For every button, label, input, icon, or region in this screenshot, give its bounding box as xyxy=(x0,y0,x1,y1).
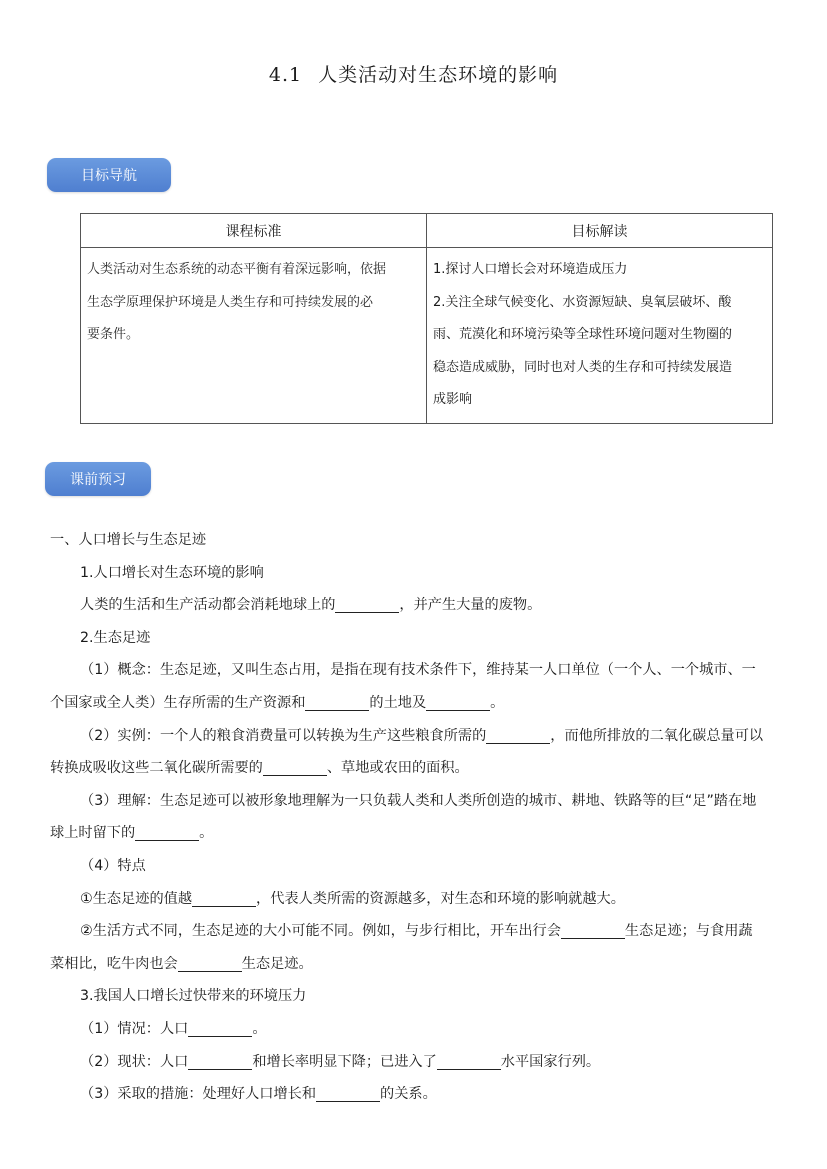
preview-content xyxy=(50,524,778,1111)
text: 球上时留下的 xyxy=(50,825,136,842)
fill-blank[interactable] xyxy=(426,692,490,711)
fill-blank[interactable] xyxy=(316,1083,380,1102)
standard-line: 生态学原理保护环境是人类生存和可持续发展的必 xyxy=(87,294,374,310)
text: 水平国家行列。 xyxy=(500,1053,601,1070)
text: （2）实例：一个人的粮食消费量可以转换为生产这些粮食所需的 xyxy=(80,727,487,744)
text: 个国家或全人类）生存所需的生产资源和 xyxy=(50,694,306,711)
fill-blank[interactable] xyxy=(263,757,327,776)
text: ①生态足迹的值越 xyxy=(80,890,193,907)
fill-blank[interactable] xyxy=(561,920,625,939)
paragraph xyxy=(50,589,778,622)
section-number: 4.1 xyxy=(268,64,303,86)
text: （2）现状：人口 xyxy=(80,1053,189,1070)
fill-blank[interactable] xyxy=(437,1051,501,1070)
text: 的土地及 xyxy=(369,694,427,711)
paragraph xyxy=(50,883,778,916)
goal-line: 2.关注全球气候变化、水资源短缺、臭氧层破坏、酸 xyxy=(433,294,732,310)
text: （1）情况：人口 xyxy=(80,1020,189,1037)
subsection-title: 3.我国人口增长过快带来的环境压力 xyxy=(80,988,307,1005)
title-text: 人类活动对生态环境的影响 xyxy=(318,64,559,86)
text: ，代表人类所需的资源越多，对生态和环境的影响就越大。 xyxy=(256,890,625,907)
fill-blank[interactable] xyxy=(486,725,550,744)
text: 的关系。 xyxy=(380,1086,437,1103)
goal-line: 成影响 xyxy=(433,392,473,407)
goal-cell xyxy=(427,248,773,424)
paragraph xyxy=(50,752,778,785)
goal-line: 雨、荒漠化和环境污染等全球性环境问题对生物圈的 xyxy=(433,327,733,342)
paragraph xyxy=(50,948,778,981)
preview-label: 课前预习 xyxy=(45,462,151,496)
paragraph xyxy=(50,1046,778,1079)
text: 生态足迹。 xyxy=(241,955,313,972)
paragraph xyxy=(50,720,778,753)
text: ②生活方式不同，生态足迹的大小可能不同。例如，与步行相比，开车出行会 xyxy=(80,923,561,940)
text: 和增长率明显下降；已进入了 xyxy=(252,1053,437,1070)
section-heading: 一、人口增长与生态足迹 xyxy=(50,532,207,548)
text: （3）采取的措施：处理好人口增长和 xyxy=(80,1086,317,1103)
paragraph xyxy=(50,817,778,850)
fill-blank[interactable] xyxy=(178,953,242,972)
paragraph xyxy=(50,915,778,948)
page-title xyxy=(0,60,827,87)
paragraph: （1）概念：生态足迹，又叫生态占用，是指在现有技术条件下，维持某一人口单位（一个人、一个城市、一 xyxy=(80,662,756,679)
text: 。 xyxy=(252,1020,267,1037)
header-goal-interpretation: 目标解读 xyxy=(427,214,773,248)
text: 生态足迹；与食用蔬 xyxy=(624,923,753,940)
text: 、草地或农田的面积。 xyxy=(326,760,469,777)
subsection-title: 2.生态足迹 xyxy=(80,629,151,646)
subsection-title: 1.人口增长对生态环境的影响 xyxy=(80,564,264,581)
fill-blank[interactable] xyxy=(188,1018,252,1037)
target-navigation-label: 目标导航 xyxy=(47,158,171,192)
fill-blank[interactable] xyxy=(135,822,199,841)
fill-blank[interactable] xyxy=(305,692,369,711)
fill-blank[interactable] xyxy=(192,888,256,907)
standard-line: 要条件。 xyxy=(87,327,140,342)
header-curriculum-standard: 课程标准 xyxy=(81,214,427,248)
text: 人类的生活和生产活动都会消耗地球上的 xyxy=(80,597,336,614)
subsection-title: （4）特点 xyxy=(80,857,146,874)
text: 。 xyxy=(490,694,505,711)
paragraph: （3）理解：生态足迹可以被形象地理解为一只负载人类和人类所创造的城市、耕地、铁路等的巨“足”踏在地 xyxy=(80,792,757,809)
paragraph xyxy=(50,687,778,720)
curriculum-table xyxy=(80,213,773,424)
text: 菜相比，吃牛肉也会 xyxy=(50,955,178,972)
standard-line: 人类活动对生态系统的动态平衡有着深远影响，依据 xyxy=(87,262,387,277)
text: ，并产生大量的废物。 xyxy=(399,597,542,614)
text: 转换成吸收这些二氧化碳所需要的 xyxy=(50,760,263,777)
goal-line: 稳态造成威胁，同时也对人类的生存和可持续发展造 xyxy=(433,359,733,375)
text: 。 xyxy=(199,825,214,842)
paragraph xyxy=(50,1013,778,1046)
standard-cell xyxy=(81,248,427,424)
fill-blank[interactable] xyxy=(335,594,399,613)
goal-line: 1.探讨人口增长会对环境造成压力 xyxy=(433,262,628,277)
text: ，而他所排放的二氧化碳总量可以 xyxy=(550,727,764,744)
paragraph xyxy=(50,1078,778,1111)
fill-blank[interactable] xyxy=(188,1051,252,1070)
